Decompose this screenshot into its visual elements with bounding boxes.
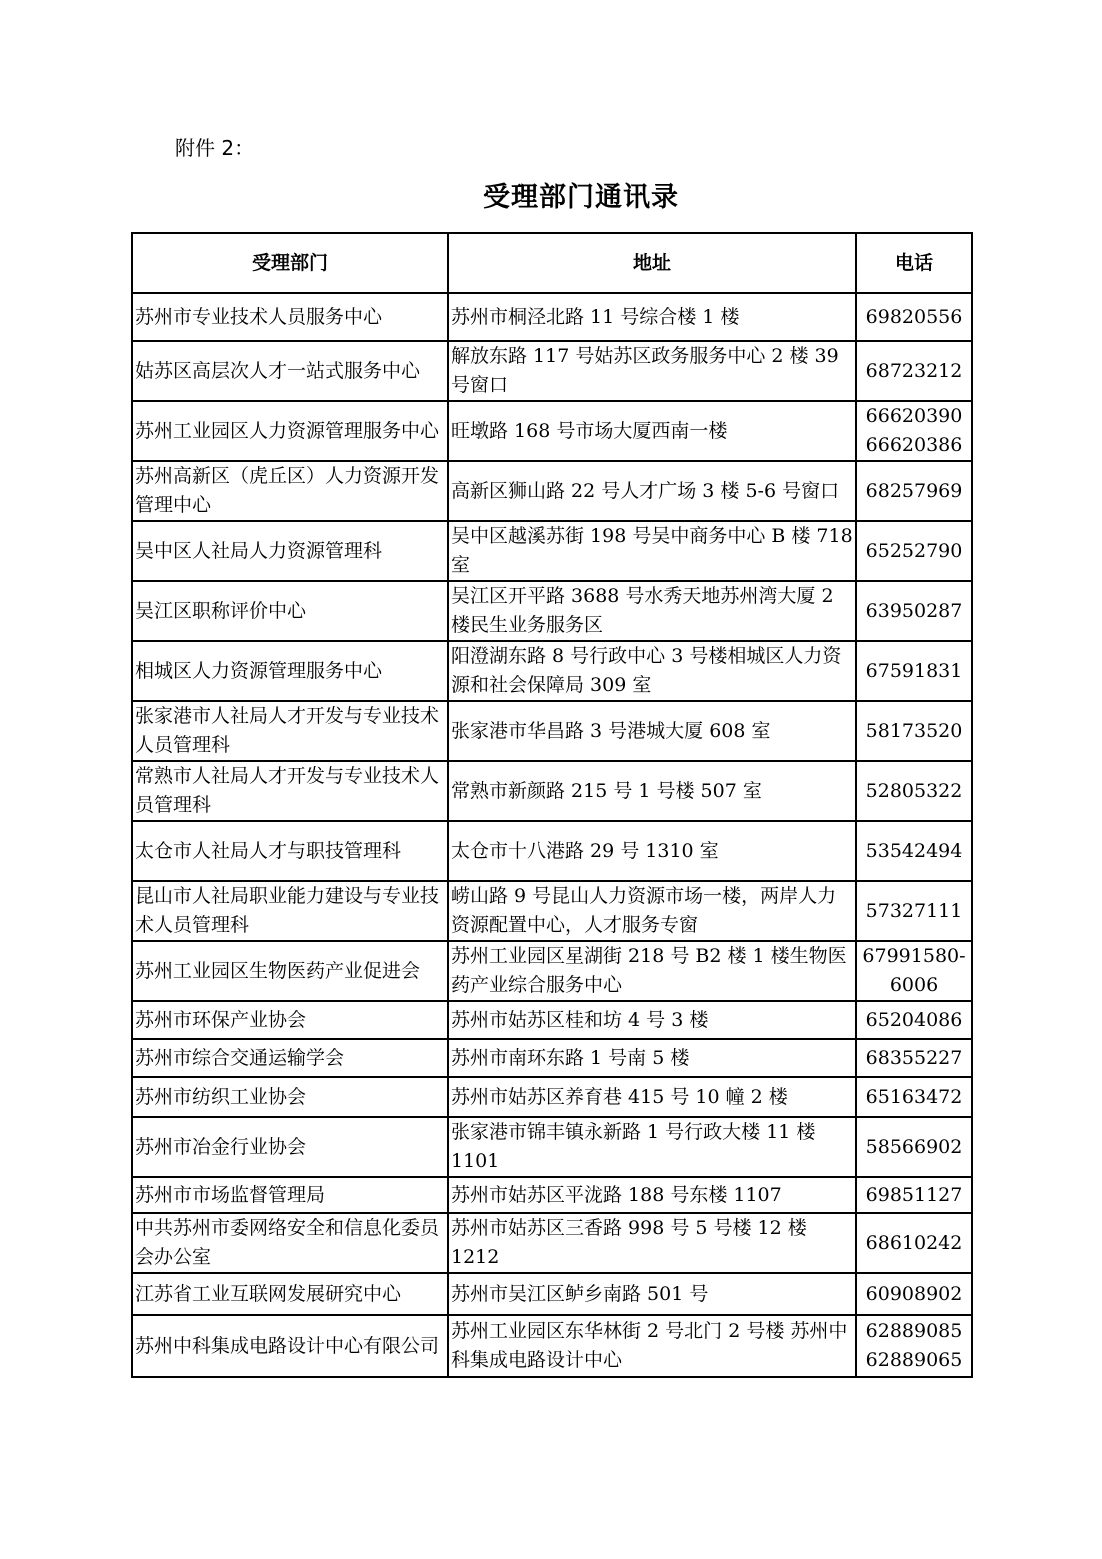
cell-dept: 姑苏区高层次人才一站式服务中心 — [132, 341, 448, 401]
cell-address: 吴江区开平路 3688 号水秀天地苏州湾大厦 2 楼民生业务服务区 — [448, 581, 856, 641]
page-title: 受理部门通讯录 — [483, 182, 679, 213]
cell-phone: 66620390 66620386 — [856, 401, 972, 461]
table-row — [132, 1177, 972, 1213]
cell-phone: 62889085 62889065 — [856, 1315, 972, 1377]
directory-table — [131, 232, 973, 1378]
cell-dept: 苏州市市场监督管理局 — [132, 1177, 448, 1213]
header-phone: 电话 — [856, 233, 972, 293]
cell-dept: 苏州市纺织工业协会 — [132, 1077, 448, 1117]
table-row — [132, 341, 972, 401]
cell-phone: 52805322 — [856, 761, 972, 821]
table-row — [132, 641, 972, 701]
cell-dept: 相城区人力资源管理服务中心 — [132, 641, 448, 701]
table-row — [132, 1117, 972, 1177]
cell-phone: 68723212 — [856, 341, 972, 401]
cell-address: 旺墩路 168 号市场大厦西南一楼 — [448, 401, 856, 461]
cell-phone: 58173520 — [856, 701, 972, 761]
table-row — [132, 401, 972, 461]
cell-dept: 苏州市专业技术人员服务中心 — [132, 293, 448, 341]
header-address: 地址 — [448, 233, 856, 293]
cell-phone: 65163472 — [856, 1077, 972, 1117]
cell-phone: 57327111 — [856, 881, 972, 941]
table-row — [132, 1315, 972, 1377]
table-row — [132, 293, 972, 341]
cell-address: 阳澄湖东路 8 号行政中心 3 号楼相城区人力资源和社会保障局 309 室 — [448, 641, 856, 701]
cell-address: 高新区狮山路 22 号人才广场 3 楼 5-6 号窗口 — [448, 461, 856, 521]
cell-dept: 吴中区人社局人力资源管理科 — [132, 521, 448, 581]
cell-phone: 69820556 — [856, 293, 972, 341]
cell-dept: 张家港市人社局人才开发与专业技术人员管理科 — [132, 701, 448, 761]
cell-address: 苏州市姑苏区桂和坊 4 号 3 楼 — [448, 1001, 856, 1039]
table-row — [132, 1039, 972, 1077]
cell-phone: 53542494 — [856, 821, 972, 881]
cell-dept: 常熟市人社局人才开发与专业技术人员管理科 — [132, 761, 448, 821]
cell-address: 吴中区越溪苏街 198 号吴中商务中心 B 楼 718 室 — [448, 521, 856, 581]
cell-address: 张家港市锦丰镇永新路 1 号行政大楼 11 楼 1101 — [448, 1117, 856, 1177]
cell-address: 苏州工业园区星湖街 218 号 B2 楼 1 楼生物医药产业综合服务中心 — [448, 941, 856, 1001]
cell-address: 张家港市华昌路 3 号港城大厦 608 室 — [448, 701, 856, 761]
attachment-label: 附件 2： — [175, 136, 255, 160]
cell-dept: 苏州市冶金行业协会 — [132, 1117, 448, 1177]
table-row — [132, 761, 972, 821]
cell-phone: 63950287 — [856, 581, 972, 641]
cell-address: 苏州市吴江区鲈乡南路 501 号 — [448, 1273, 856, 1315]
cell-dept: 苏州工业园区人力资源管理服务中心 — [132, 401, 448, 461]
cell-address: 崂山路 9 号昆山人力资源市场一楼，两岸人力资源配置中心，人才服务专窗 — [448, 881, 856, 941]
table-row — [132, 821, 972, 881]
header-dept: 受理部门 — [132, 233, 448, 293]
cell-dept: 中共苏州市委网络安全和信息化委员会办公室 — [132, 1213, 448, 1273]
cell-address: 苏州市桐泾北路 11 号综合楼 1 楼 — [448, 293, 856, 341]
table-row — [132, 941, 972, 1001]
cell-address: 苏州市姑苏区平泷路 188 号东楼 1107 — [448, 1177, 856, 1213]
cell-dept: 苏州中科集成电路设计中心有限公司 — [132, 1315, 448, 1377]
cell-phone: 68610242 — [856, 1213, 972, 1273]
cell-address: 苏州市姑苏区养育巷 415 号 10 幢 2 楼 — [448, 1077, 856, 1117]
cell-phone: 68355227 — [856, 1039, 972, 1077]
cell-dept: 苏州高新区（虎丘区）人力资源开发管理中心 — [132, 461, 448, 521]
cell-dept: 苏州市环保产业协会 — [132, 1001, 448, 1039]
cell-dept: 吴江区职称评价中心 — [132, 581, 448, 641]
cell-dept: 江苏省工业互联网发展研究中心 — [132, 1273, 448, 1315]
table-row — [132, 521, 972, 581]
table-header-row — [132, 233, 972, 293]
table-row — [132, 1077, 972, 1117]
cell-phone: 58566902 — [856, 1117, 972, 1177]
cell-phone: 68257969 — [856, 461, 972, 521]
table-row — [132, 701, 972, 761]
cell-address: 苏州市南环东路 1 号南 5 楼 — [448, 1039, 856, 1077]
table-row — [132, 1213, 972, 1273]
table-row — [132, 881, 972, 941]
table-row — [132, 581, 972, 641]
cell-dept: 苏州市综合交通运输学会 — [132, 1039, 448, 1077]
cell-address: 常熟市新颜路 215 号 1 号楼 507 室 — [448, 761, 856, 821]
cell-phone: 67991580- 6006 — [856, 941, 972, 1001]
table-row — [132, 1001, 972, 1039]
cell-address: 苏州市姑苏区三香路 998 号 5 号楼 12 楼 1212 — [448, 1213, 856, 1273]
cell-address: 解放东路 117 号姑苏区政务服务中心 2 楼 39 号窗口 — [448, 341, 856, 401]
cell-phone: 65252790 — [856, 521, 972, 581]
cell-phone: 69851127 — [856, 1177, 972, 1213]
table-row — [132, 1273, 972, 1315]
cell-phone: 67591831 — [856, 641, 972, 701]
cell-dept: 太仓市人社局人才与职技管理科 — [132, 821, 448, 881]
cell-dept: 苏州工业园区生物医药产业促进会 — [132, 941, 448, 1001]
cell-phone: 65204086 — [856, 1001, 972, 1039]
table-row — [132, 461, 972, 521]
cell-phone: 60908902 — [856, 1273, 972, 1315]
cell-address: 苏州工业园区东华林街 2 号北门 2 号楼 苏州中科集成电路设计中心 — [448, 1315, 856, 1377]
cell-address: 太仓市十八港路 29 号 1310 室 — [448, 821, 856, 881]
cell-dept: 昆山市人社局职业能力建设与专业技术人员管理科 — [132, 881, 448, 941]
